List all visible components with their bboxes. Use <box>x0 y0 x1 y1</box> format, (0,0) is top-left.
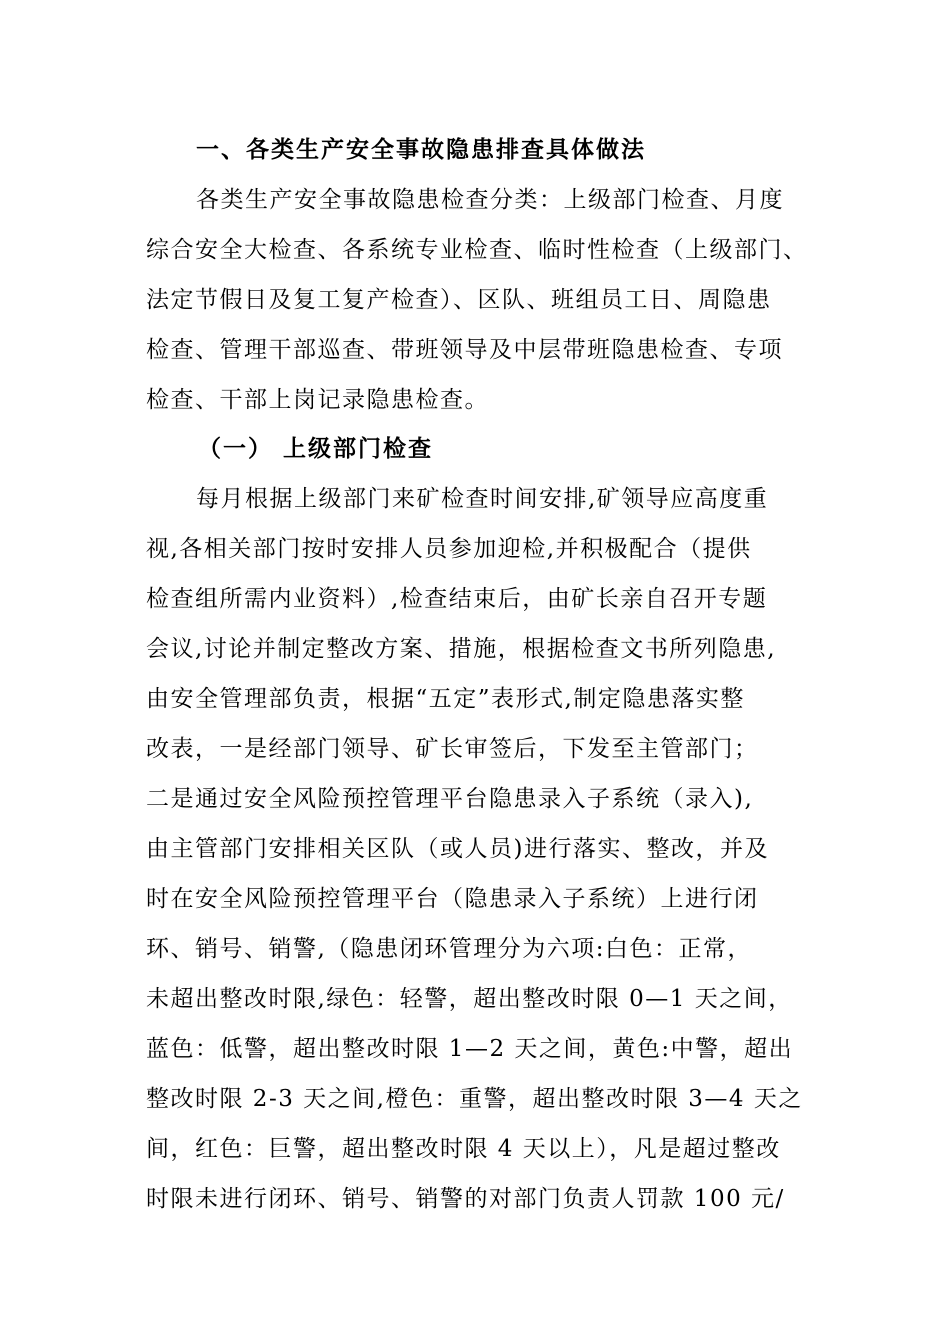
paragraph-line: 检查、干部上岗记录隐患检查。 <box>146 387 489 413</box>
paragraph-line: 环、销号、销警,（隐患闭环管理分为六项:白色：正常， <box>146 936 753 962</box>
paragraph-line: 蓝色：低警，超出整改时限 1—2 天之间，黄色:中警，超出 <box>146 1036 794 1062</box>
paragraph-line: 改表，一是经部门领导、矿长审签后，下发至主管部门； <box>146 736 759 762</box>
paragraph-line: 间，红色：巨警，超出整改时限 4 天以上），凡是超过整改 <box>146 1136 781 1162</box>
paragraph-line: 二是通过安全风险预控管理平台隐患录入子系统（录入), <box>146 786 754 812</box>
paragraph-line: 时在安全风险预控管理平台（隐患录入子系统）上进行闭 <box>146 886 759 912</box>
paragraph-line: 每月根据上级部门来矿检查时间安排,矿领导应高度重 <box>196 486 769 512</box>
paragraph-line: 由主管部门安排相关区队（或人员)进行落实、整改，并及 <box>146 836 769 862</box>
paragraph-line: 时限未进行闭环、销号、销警的对部门负责人罚款 100 元/ <box>146 1186 785 1212</box>
subsection-heading: （一） 上级部门检查 <box>198 435 434 462</box>
paragraph-line: 整改时限 2-3 天之间,橙色：重警，超出整改时限 3—4 天之 <box>146 1086 803 1112</box>
section-heading: 一、各类生产安全事故隐患排查具体做法 <box>196 136 646 163</box>
paragraph-line: 检查、管理干部巡查、带班领导及中层带班隐患检查、专项 <box>146 337 783 363</box>
paragraph-line: 视,各相关部门按时安排人员参加迎检,并积极配合（提供 <box>146 536 752 562</box>
paragraph-line: 检查组所需内业资料）,检查结束后，由矿长亲自召开专题 <box>146 586 768 612</box>
paragraph-line: 综合安全大检查、各系统专业检查、临时性检查（上级部门、 <box>146 237 808 263</box>
paragraph-line: 会议,讨论并制定整改方案、措施，根据检查文书所列隐患, <box>146 636 777 662</box>
paragraph-line: 未超出整改时限,绿色：轻警，超出整改时限 0—1 天之间， <box>146 986 793 1012</box>
paragraph-line: 各类生产安全事故隐患检查分类：上级部门检查、月度 <box>196 187 784 213</box>
paragraph-line: 由安全管理部负责，根据“五定”表形式,制定隐患落实整 <box>146 686 745 712</box>
paragraph-line: 法定节假日及复工复产检查）、区队、班组员工日、周隐患 <box>146 287 772 313</box>
